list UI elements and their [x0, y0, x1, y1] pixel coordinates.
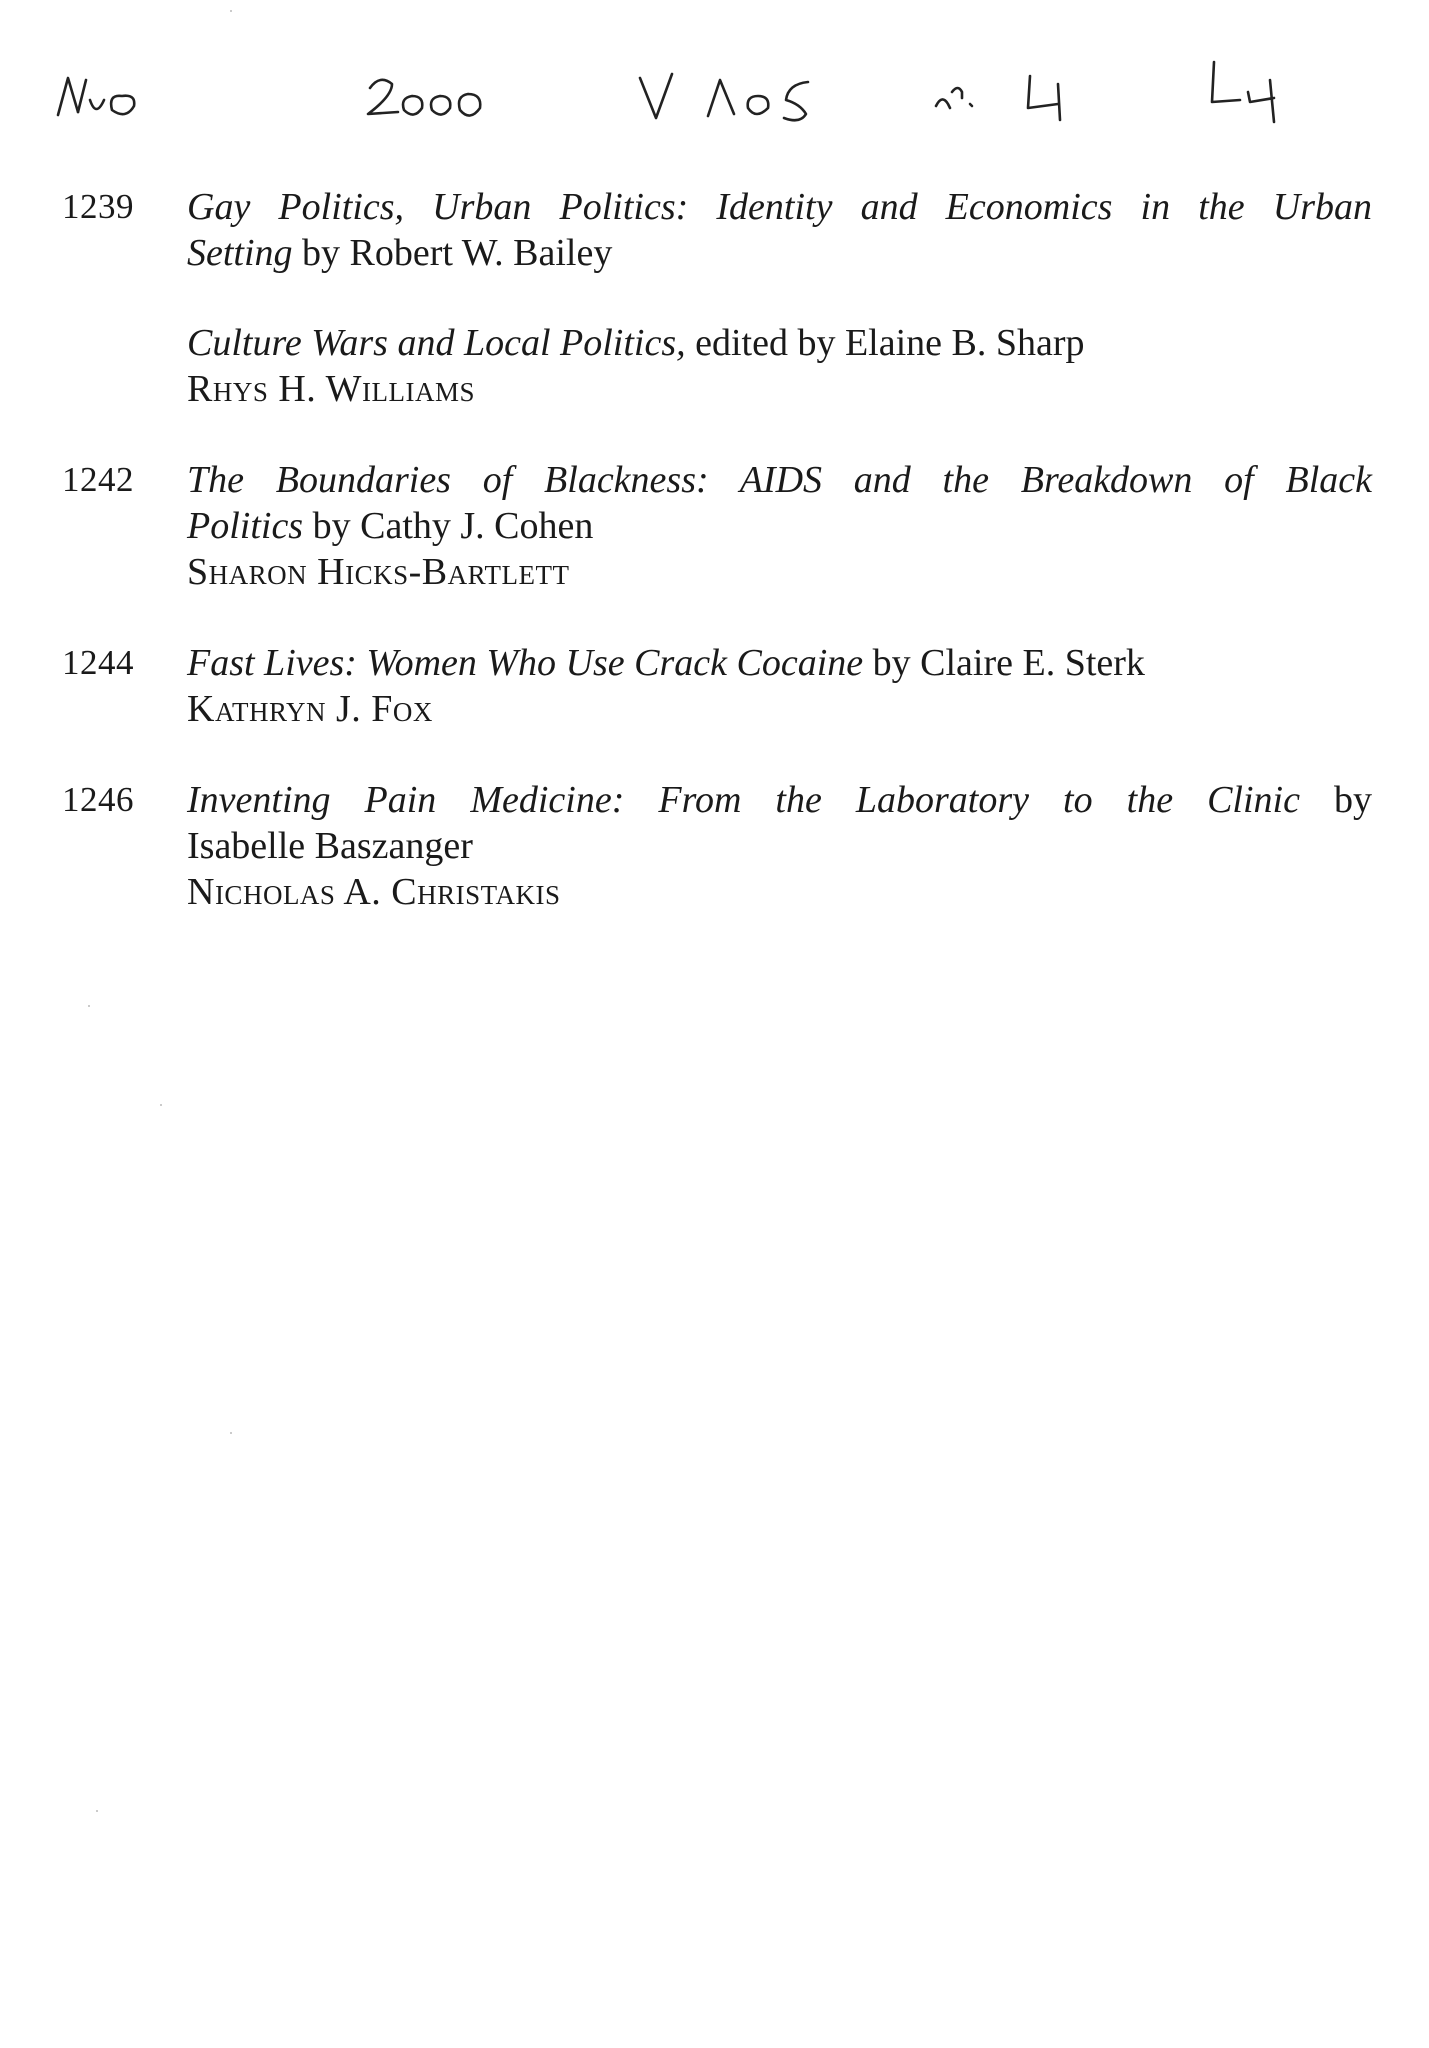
- page-number: 1244: [62, 643, 134, 682]
- book-title-cont: Setting: [187, 232, 293, 274]
- entry-line: [187, 503, 1372, 549]
- scan-speck: [88, 1005, 90, 1007]
- reviewer-name: Kathryn J. Fox: [187, 688, 433, 730]
- book-author: Isabelle Baszanger: [187, 825, 473, 867]
- book-title-second: Culture Wars and Local Politics,: [187, 322, 686, 364]
- entry-body: [187, 777, 1372, 915]
- toc-entry-1244: [62, 640, 1372, 732]
- scan-speck: [160, 1104, 162, 1106]
- book-title: Inventing Pain Medicine: From the Laboratory to the Clinic: [187, 779, 1300, 821]
- table-of-contents: [62, 184, 1372, 960]
- book-author: by Robert W. Bailey: [292, 232, 613, 274]
- handwritten-mark-journal: [58, 78, 134, 115]
- entry-line: [187, 640, 1372, 686]
- page-number: 1239: [62, 187, 134, 226]
- book-author-by: by: [1299, 779, 1373, 821]
- entry-line: [187, 320, 1372, 366]
- page-number: 1242: [62, 460, 134, 499]
- reviewer-name: Rhys H. Williams: [187, 368, 475, 410]
- handwritten-annotation: [0, 0, 1429, 150]
- book-title: Gay Politics, Urban Politics: Identity and Economics in the Urban: [187, 186, 1372, 228]
- entry-line: [187, 184, 1372, 230]
- entry-line: [187, 457, 1372, 503]
- toc-entry-1246: [62, 777, 1372, 915]
- handwritten-marks: [0, 0, 1429, 150]
- book-title: The Boundaries of Blackness: AIDS and the Breakdown of Black: [187, 459, 1372, 501]
- book-title: Fast Lives: Women Who Use Crack Cocaine: [187, 642, 864, 684]
- scan-speck: [230, 1432, 232, 1434]
- spacer: [187, 276, 1372, 320]
- entry-line: [187, 777, 1372, 823]
- handwritten-mark-year: [368, 80, 480, 116]
- book-title-cont: Politics: [187, 505, 304, 547]
- toc-entry-1239: [62, 184, 1372, 412]
- reviewer-name: Nicholas A. Christakis: [187, 871, 561, 913]
- handwritten-mark-code: [1212, 62, 1274, 122]
- scan-speck: [230, 10, 232, 12]
- book-author: by Cathy J. Cohen: [303, 505, 594, 547]
- page-number: 1246: [62, 780, 134, 819]
- entry-body: [187, 457, 1372, 595]
- entry-body: [187, 640, 1372, 732]
- book-author: by Claire E. Sterk: [863, 642, 1145, 684]
- entry-body: [187, 184, 1372, 412]
- entry-line: [187, 230, 1372, 276]
- toc-entry-1242: [62, 457, 1372, 595]
- handwritten-mark-volume: [640, 74, 808, 120]
- reviewer-name: Sharon Hicks-Bartlett: [187, 551, 570, 593]
- handwritten-mark-number: [936, 76, 1060, 120]
- book-editor: edited by Elaine B. Sharp: [685, 322, 1085, 364]
- scan-speck: [96, 1810, 98, 1812]
